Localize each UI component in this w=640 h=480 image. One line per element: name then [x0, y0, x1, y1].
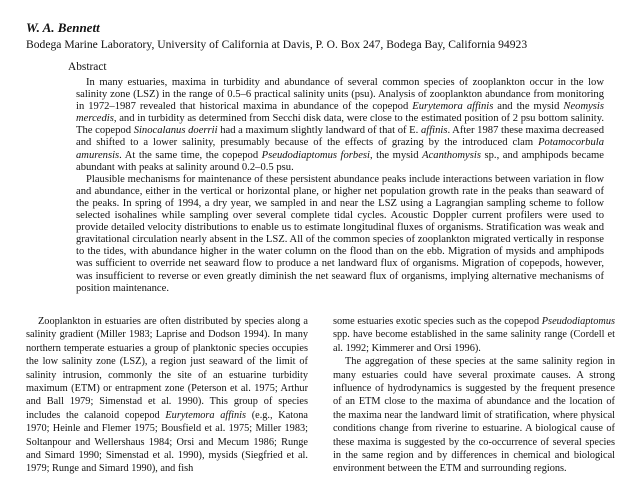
text-fragment: Zooplankton in estuaries are often distributed by species along a salinity gradient (Miller 1983; Laprise and Dodson 1994). In many northern temperate estuaries a group of planktonic species occupies the low salinity zone (LSZ), a region just seaward of the limit of salinity intrusion, commonly the site of an estuarine turbidity maximum (ETM) or entrapment zone (Peterson et al. 1975; Arthur and Ball 1979; Simenstad et al. 1990). This group of species includes the calanoid copepod	[26, 316, 308, 421]
right-paragraph-2: The aggregation of these species at the same salinity region in many estuaries could have several proximate causes. A strong influence of hydrodynamics is suggested by the frequent presence of an ETM close to the maxima of abundance and the location of the maxima near the landward limit of stratification, where physical conditions change from riverine to estuarine. A biological cause of these maxima is suggested by the co-occurrence of several species in the same region and by differences in chemical and biological environment between the ETM and surrounding regions.	[333, 356, 615, 475]
abstract-body	[76, 77, 604, 295]
species-name: Eurytemora affinis	[165, 409, 247, 421]
body-column-right	[333, 315, 615, 476]
text-fragment: . At the same time, the copepod	[119, 149, 262, 161]
abstract-heading: Abstract	[68, 61, 107, 73]
author-affiliation: Bodega Marine Laboratory, University of California at Davis, P. O. Box 247, Bodega Bay, California 94923	[26, 38, 528, 51]
text-fragment: In many estuaries, maxima in turbidity and abundance of several common species of zooplankton occur in the low salinity zone (LSZ) in the range of 0.5–6 practical salinity units (psu). Analysis of zooplankton abundance from monitoring in 1972–1987 revealed that historical maxima in abundance of the copepod	[76, 77, 604, 113]
species-name: Sinocalanus doerrii	[133, 125, 218, 137]
text-fragment: spp. have become established in the same salinity range (Cordell et al. 1992; Kimmerer and Orsi 1996).	[333, 329, 615, 354]
species-name: Pseudodiaptomus	[541, 316, 615, 327]
author-name: W. A. Bennett	[26, 20, 100, 35]
species-name: Potamocorbula amurensis	[76, 137, 604, 161]
text-fragment: . After 1987 these maxima decreased and shifted to a lower salinity, presumably because of the effects of grazing by the introduced clam	[76, 125, 604, 149]
text-fragment: and the mysid	[493, 101, 564, 113]
right-paragraph-1	[333, 315, 615, 355]
text-fragment: , and in turbidity as determined from Secchi disk data, were close to the estimated position of 2 psu bottom salinity. The copepod	[76, 113, 604, 137]
species-name: Neomysis mercedis	[76, 101, 604, 125]
text-fragment: sp., and amphipods became abundant with peaks at salinity around 0.2–0.5 psu.	[76, 149, 604, 173]
species-name: Pseudodiaptomus forbesi	[261, 149, 370, 161]
species-name: Acanthomysis	[422, 149, 481, 161]
text-fragment: (e.g., Katona 1970; Heinle and Flemer 1975; Bousfield et al. 1975; Miller 1983; Soltanpour and Wellershaus 1984; Orsi and Mecum 1986; Runge and Simard 1990; Simenstad et al. 1990), mysids (Siegfried et al. 1979; Runge and Simard 1990), and fish	[26, 409, 308, 475]
intro-paragraph	[26, 315, 308, 476]
abstract-paragraph-1	[76, 77, 604, 174]
text-fragment: had a maximum slightly landward of that of E.	[217, 125, 421, 137]
species-name: affinis	[420, 125, 448, 137]
text-fragment: , the mysid	[369, 149, 423, 161]
abstract-paragraph-2: Plausible mechanisms for maintenance of these persistent abundance peaks include interactions between variation in flow and abundance, either in the vertical or horizontal plane, or higher net population growth rate in the peaks than seaward of the peaks. In spring of 1994, a dry year, we sampled in and near the LSZ using a Lagrangian sampling scheme to follow selected isohalines while sampling over several complete tidal cycles. Acoustic Doppler current profilers were used to provide detailed velocity distributions to enable us to estimate longitudinal fluxes of organisms. Stratification was weak and gravitational circulation nearly absent in the LSZ. All of the common species of zooplankton migrated vertically in response to the tides, with abundance higher in the water column on the flood than on the ebb. Migration of mysids and amphipods was sufficient to override net seaward flow to produce a net landward flux of organisms. Migration of copepods, however, was insufficient to reverse or even greatly diminish the net seaward flux of organisms, implying alternative mechanisms of position maintenance.	[76, 173, 604, 294]
text-fragment: some estuaries exotic species such as the copepod	[333, 316, 542, 327]
body-column-left	[26, 315, 308, 476]
species-name: Eurytemora affinis	[412, 101, 494, 113]
